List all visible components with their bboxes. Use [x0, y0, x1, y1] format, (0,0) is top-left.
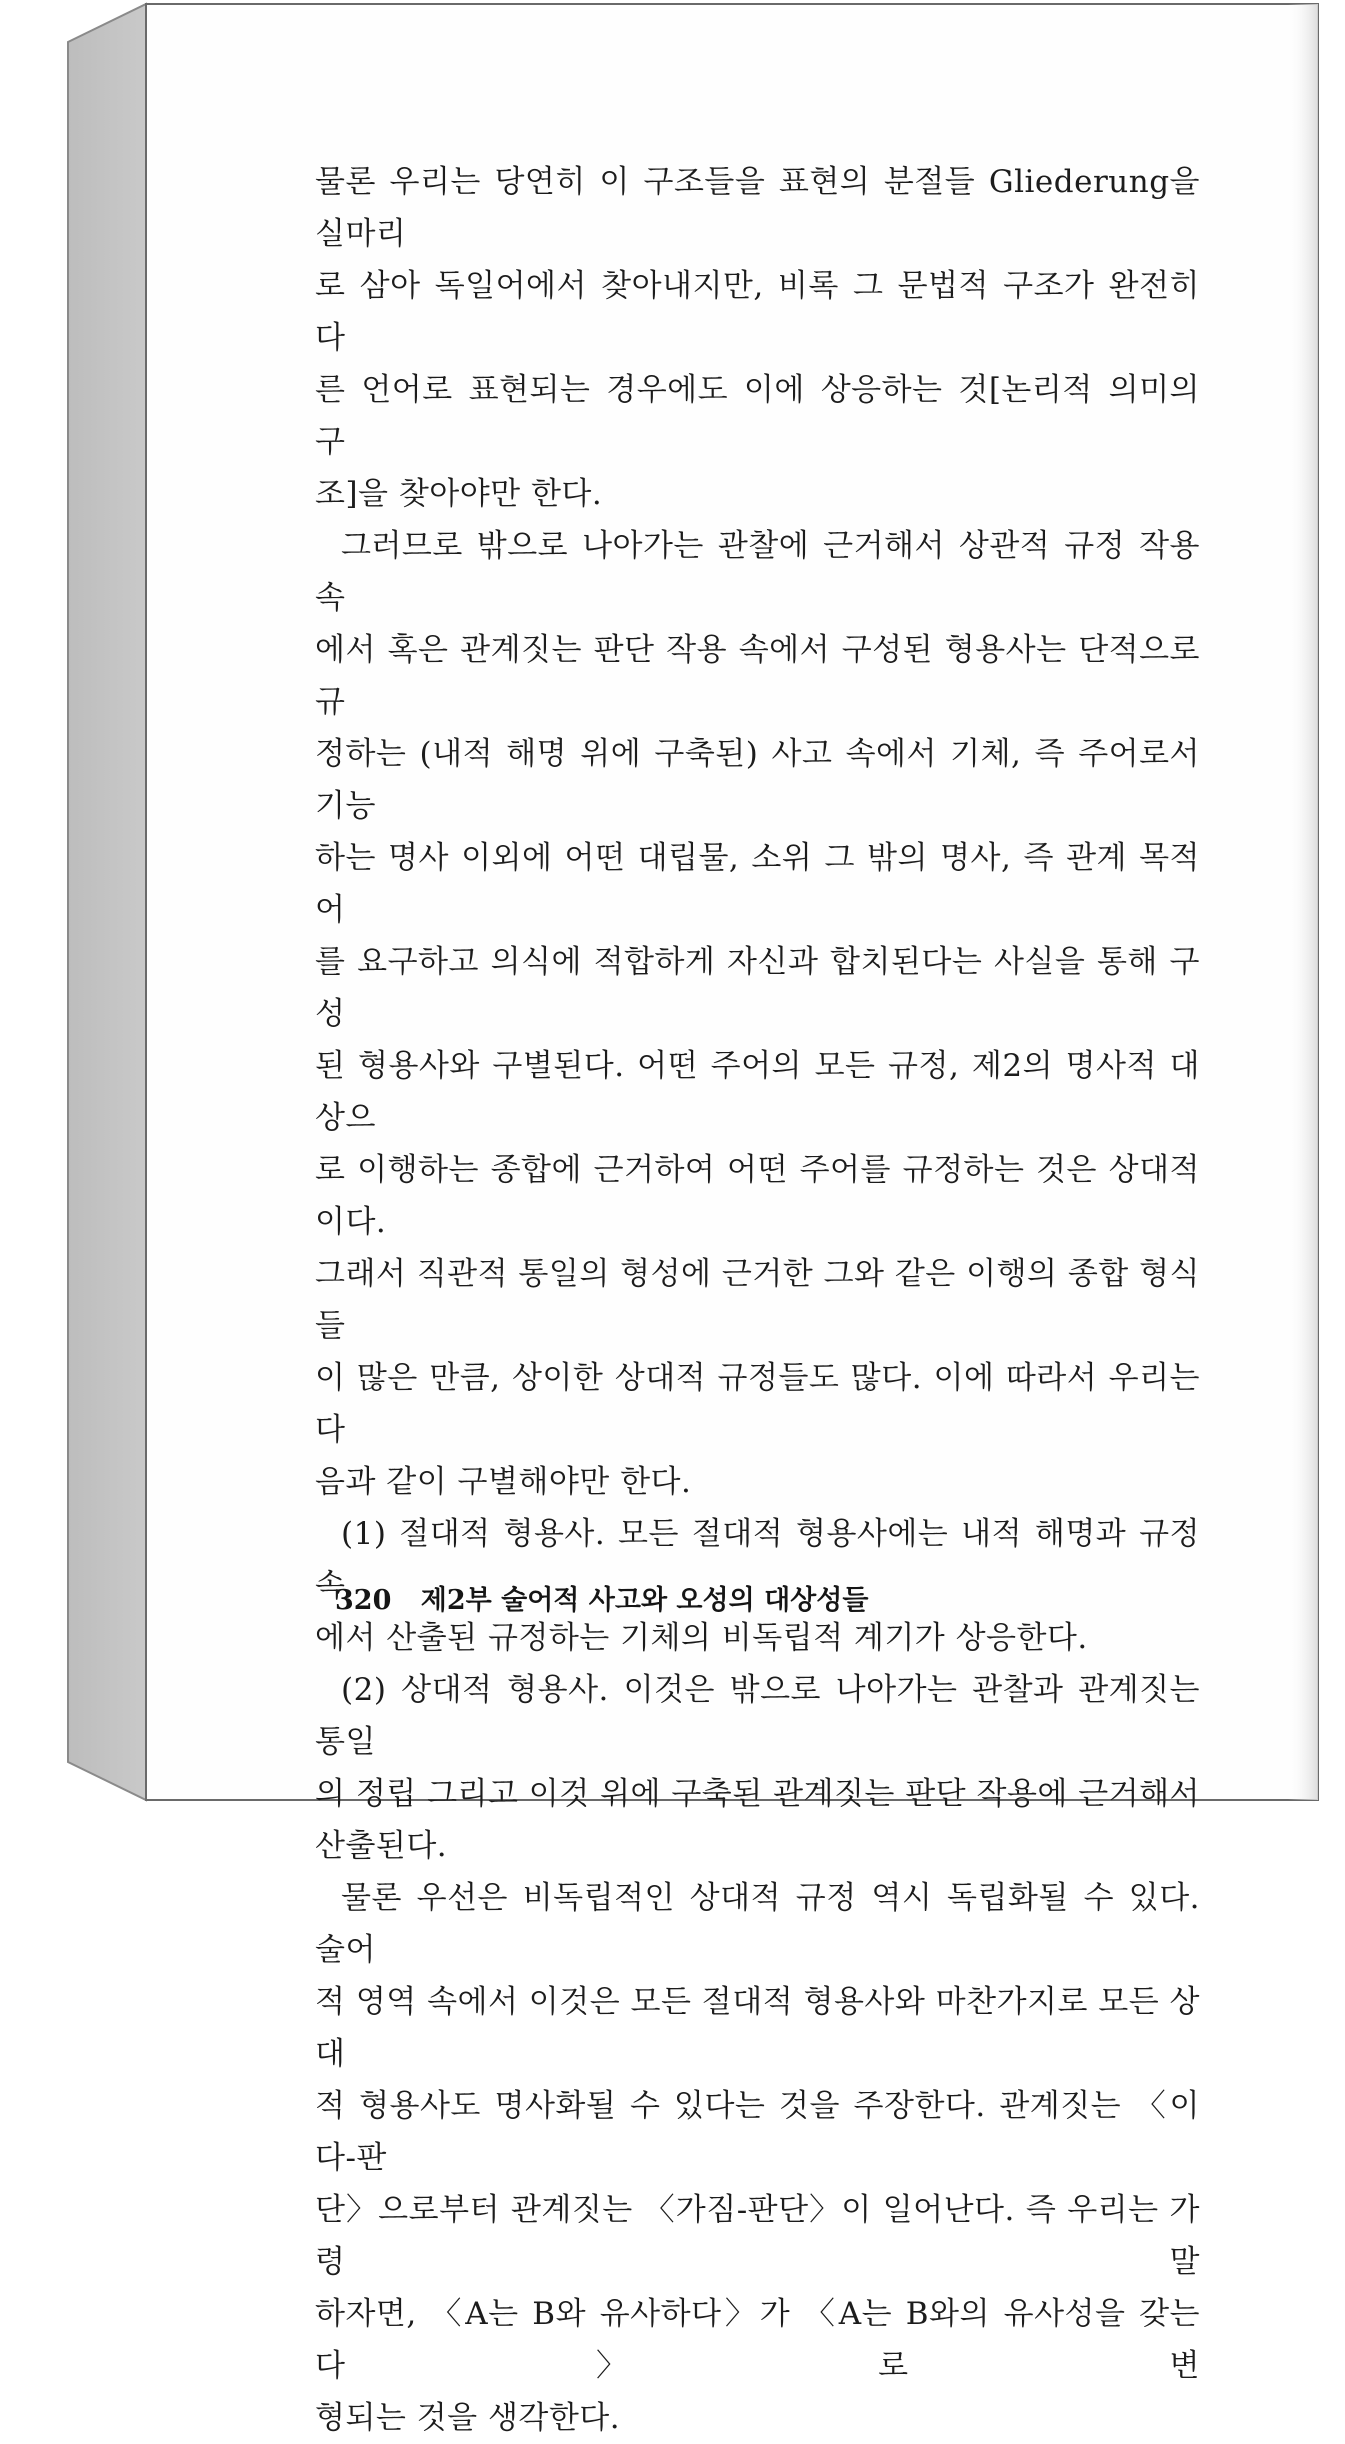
- text-line: 의 정립 그리고 이것 위에 구축된 관계짓는 판단 작용에 근거해서: [315, 1776, 1200, 1812]
- text-line: 에서 산출된 규정하는 기체의 비독립적 계기가 상응한다.: [315, 1620, 1088, 1656]
- text-line: 적 영역 속에서 이것은 모든 절대적 형용사와 마찬가지로 모든 상대: [315, 1984, 1200, 2072]
- text-line: 를 요구하고 의식에 적합하게 자신과 합치된다는 사실을 통해 구성: [315, 944, 1200, 1032]
- text-line: 른 언어로 표현되는 경우에도 이에 상응하는 것[논리적 의미의 구: [315, 372, 1200, 460]
- text-line: 형되는 것을 생각한다.: [315, 2400, 621, 2436]
- text-line: 로 삼아 독일어에서 찾아내지만, 비록 그 문법적 구조가 완전히 다: [315, 268, 1200, 356]
- running-head: 제2부 술어적 사고와 오성의 대상성들: [420, 1585, 869, 1616]
- text-line: 로 이행하는 종합에 근거하여 어떤 주어를 규정하는 것은 상대적이다.: [315, 1152, 1200, 1240]
- paragraph: [315, 1664, 1200, 1872]
- paragraph: [315, 520, 1200, 1508]
- paragraph: [315, 156, 1200, 520]
- text-line: 물론 우리는 당연히 이 구조들을 표현의 분절들 Gliederung을 실마리: [315, 164, 1200, 252]
- body-text: [315, 156, 1200, 2444]
- text-line: 하는 명사 이외에 어떤 대립물, 소위 그 밖의 명사, 즉 관계 목적어: [315, 840, 1200, 928]
- text-line: 그래서 직관적 통일의 형성에 근거한 그와 같은 이행의 종합 형식들: [315, 1256, 1200, 1344]
- page-footer: [335, 1578, 868, 1617]
- text-line: 된 형용사와 구별된다. 어떤 주어의 모든 규정, 제2의 명사적 대상으: [315, 1048, 1200, 1136]
- text-line: 물론 우선은 비독립적인 상대적 규정 역시 독립화될 수 있다. 술어: [315, 1880, 1200, 1968]
- text-line: 조]을 찾아야만 한다.: [315, 476, 603, 512]
- text-line: (1) 절대적 형용사. 모든 절대적 형용사에는 내적 해명과 규정 속: [315, 1516, 1200, 1604]
- text-line: (2) 상대적 형용사. 이것은 밖으로 나아가는 관찰과 관계짓는 통일: [315, 1672, 1200, 1760]
- paragraph: [315, 1872, 1200, 2444]
- page-number: 320: [335, 1585, 392, 1616]
- text-line: 이 많은 만큼, 상이한 상대적 규정들도 많다. 이에 따라서 우리는 다: [315, 1360, 1200, 1448]
- text-line: 단〉으로부터 관계짓는 〈가짐-판단〉이 일어난다. 즉 우리는 가령 말: [315, 2192, 1200, 2280]
- text-line: 정하는 (내적 해명 위에 구축된) 사고 속에서 기체, 즉 주어로서 기능: [315, 736, 1200, 824]
- text-line: 에서 혹은 관계짓는 판단 작용 속에서 구성된 형용사는 단적으로 규: [315, 632, 1200, 720]
- text-line: 하자면, 〈A는 B와 유사하다〉가 〈A는 B와의 유사성을 갖는다〉로 변: [315, 2296, 1200, 2384]
- text-line: 그러므로 밖으로 나아가는 관찰에 근거해서 상관적 규정 작용 속: [315, 528, 1200, 616]
- text-line: 적 형용사도 명사화될 수 있다는 것을 주장한다. 관계짓는 〈이다-판: [315, 2088, 1200, 2176]
- text-line: 산출된다.: [315, 1828, 448, 1864]
- text-line: 음과 같이 구별해야만 한다.: [315, 1464, 692, 1500]
